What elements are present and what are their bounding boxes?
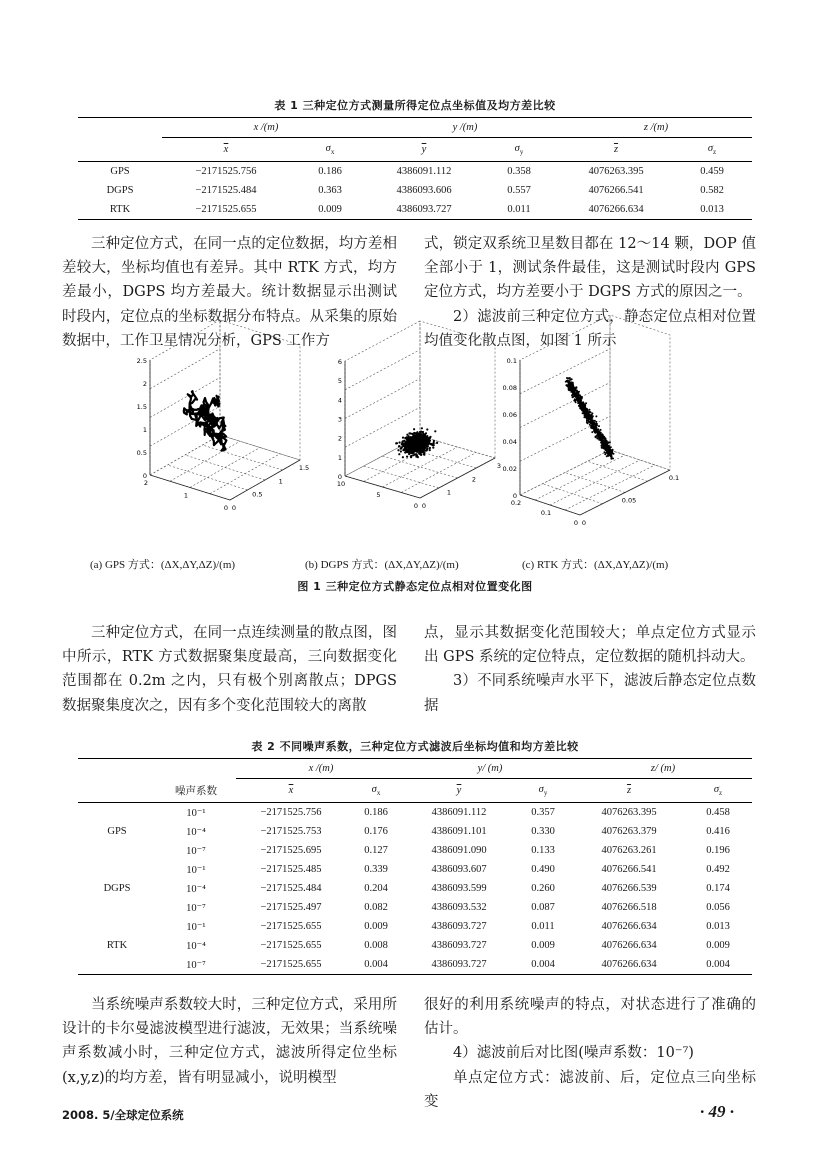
dgps-point	[423, 448, 425, 450]
rtk-point	[589, 409, 591, 411]
figure1-label-c: (c) RTK 方式：(ΔX,ΔY,ΔZ)/(m)	[522, 559, 669, 571]
z-tick-label: 2	[142, 380, 147, 388]
y-tick-label: 3	[496, 462, 502, 470]
rtk-point	[592, 415, 594, 417]
rtk-point	[576, 398, 578, 400]
table2-caption: 表 2 不同噪声系数，三种定位方式滤波后坐标均值和均方差比较	[251, 740, 579, 753]
table1-sub-y: $\overline{y}$	[421, 144, 427, 155]
dgps-point	[425, 443, 427, 445]
figure1-caption: 图 1 三种定位方式静态定位点相对位置变化图	[297, 580, 533, 593]
rtk-point	[612, 449, 614, 451]
y-tick-label: 1.5	[298, 464, 310, 472]
dgps-point	[400, 450, 402, 452]
paragraph-3-left: 当系统噪声系数较大时，三种定位方式，采用所设计的卡尔曼滤波模型进行滤波，无效果；当系统噪声系数减小时，三种定位方式，滤波所得定位坐标(x,y,z)的均方差，皆有明显减小，说明模型	[62, 997, 397, 1086]
dgps-point	[421, 427, 423, 429]
table2-row: RTK 10⁻¹ −2171525.655 0.009 4386093.727 0.011 4076266.634 0.013	[78, 917, 752, 936]
rtk-point	[583, 404, 585, 406]
dgps-point	[405, 451, 407, 453]
rtk-point	[593, 422, 595, 424]
dgps-point	[421, 441, 423, 443]
dgps-point	[399, 441, 401, 443]
rtk-point	[592, 419, 594, 421]
dgps-point	[417, 456, 419, 458]
rtk-point	[595, 415, 597, 417]
z-tick-label: 0.08	[502, 384, 517, 392]
paragraph-2-right: 点，显示其数据变化范围较大；单点定位方式显示出 GPS 系统的定位特点，定位数据的随机抖动大。 3）不同系统噪声水平下，滤波后静态定位点数据	[424, 625, 756, 714]
grid-line	[565, 465, 655, 510]
paragraph-1-right: 式，锁定双系统卫星数目都在 12～14 颗，DOP 值全部小于 1，测试条件最佳，这是测试时段内 GPS 定位方式，均方差要小于 DGPS 方式的原因之一。 2）滤波前三种定位方式，静态定位点相对位置均值变化散点图，如图 1 所示	[424, 236, 756, 349]
grid-line	[170, 441, 240, 481]
rtk-point	[568, 389, 570, 391]
table2-row: 10⁻⁴ −2171525.655 0.008 4386093.727 0.009 4076266.634 0.009	[186, 940, 730, 952]
table2-row: GPS 10⁻¹ −2171525.756 0.186 4386091.112 0.357 4076263.395 0.458	[78, 803, 752, 823]
rtk-point	[599, 437, 601, 439]
rtk-point	[572, 383, 574, 385]
rtk-point	[604, 444, 606, 446]
rtk-point	[578, 394, 580, 396]
dgps-point	[431, 443, 433, 445]
dgps-point	[402, 449, 404, 451]
dgps-point	[423, 436, 425, 438]
rtk-point	[604, 453, 606, 455]
dgps-point	[424, 439, 426, 441]
dgps-point	[414, 453, 416, 455]
z-tick-label: 0	[337, 473, 342, 481]
dgps-point	[421, 444, 423, 446]
table2-header-x: x /(m)	[236, 759, 406, 779]
table1-row: RTK −2171525.655 0.009 4386093.727 0.011 4076266.634 0.013	[78, 200, 752, 220]
table2-group-dgps: DGPS	[103, 883, 131, 894]
rtk-point	[580, 396, 582, 398]
rtk-point	[580, 404, 582, 406]
page-number: · 49 ·	[700, 1102, 734, 1121]
rtk-point	[597, 429, 599, 431]
rtk-point	[604, 437, 606, 439]
dgps-point	[408, 437, 410, 439]
dgps-point	[425, 446, 427, 448]
dgps-point	[410, 456, 412, 458]
grid-line	[520, 349, 610, 394]
table2: x /(m) y/ (m) z/ (m) 噪声系数 $\overline{x}$ $\sigma_x$ $\overline{y}$ $\sigma_y$ $\overline{z}$ $\sigma_z$ GPS 10⁻¹ −2171525.756 0.186 4386091.112 0.357 4076263.395 0.458 10⁻⁴ −2171525.753 0.176 4386091.101 0.330 4076263.379 0.416 10⁻⁷ −2171525.695 0.127 4386091.090 0.133 4076263.261 0.196 DGPS 10⁻¹ −2171525.485 0.339 4386093.607 0.490 4076266.541 0.492 10⁻⁴ −2171525.484 0.204 4386093.599 0.260 4076266.539 0.174 10⁻⁷ −2171525.497 0.082 4386093.532 0.087 4076266.518 0.056 RTK 10⁻¹ −2171525.655 0.009 4386093.727 0.011 4076266.634 0.013 10⁻⁴ −2171525.655 0.008 4386093.727 0.009 4076266.634 0.009 10⁻⁷ −2171525.655 0.004 4386093.727 0.004 4076266.634 0.004	[78, 758, 752, 975]
rtk-point	[583, 406, 585, 408]
dgps-point	[413, 428, 415, 430]
x-tick-label: 0.2	[510, 499, 522, 507]
rtk-point	[604, 451, 606, 453]
grid-line	[150, 378, 220, 418]
dgps-point	[418, 435, 420, 437]
rtk-point	[582, 412, 584, 414]
rtk-point	[605, 449, 607, 451]
x-axis	[150, 475, 230, 500]
dgps-point	[401, 447, 403, 449]
dgps-point	[406, 445, 408, 447]
rtk-point	[592, 424, 594, 426]
z-tick-label: 0.5	[136, 449, 147, 457]
table1-row: GPS −2171525.756 0.186 4386091.112 0.358 4076263.395 0.459	[110, 166, 724, 177]
dgps-point	[402, 443, 404, 445]
table2-row: 10⁻⁴ −2171525.753 0.176 4386091.101 0.330 4076263.379 0.416	[186, 826, 730, 838]
z-tick-label: 3	[337, 415, 342, 424]
rtk-point	[584, 409, 586, 411]
grid-line	[401, 453, 476, 493]
z-tick-label: 1	[142, 426, 147, 434]
dgps-point	[397, 449, 399, 451]
grid-line	[345, 379, 420, 419]
dgps-point	[428, 440, 430, 442]
table1-sub-sy: $\sigma_y$	[514, 142, 524, 157]
dgps-point	[421, 449, 423, 451]
rtk-point	[586, 412, 588, 414]
grid-line	[588, 461, 648, 481]
rtk-point	[599, 434, 601, 436]
journal-footer: 2008. 5/全球定位系统	[62, 1108, 184, 1122]
rtk-point	[596, 434, 598, 436]
table2-header-y: y/ (m)	[406, 759, 574, 779]
rtk-point	[577, 391, 579, 393]
rtk-point	[572, 394, 574, 396]
rtk-point	[610, 449, 612, 451]
grid-line	[383, 456, 458, 478]
rtk-point	[572, 390, 574, 392]
dgps-point	[413, 450, 415, 452]
dgps-point	[406, 434, 408, 436]
dgps-point	[416, 447, 418, 449]
rtk-point	[595, 436, 597, 438]
dgps-point	[411, 433, 413, 435]
rtk-point	[566, 384, 568, 386]
dgps-point	[422, 446, 424, 448]
grid-line	[203, 445, 283, 470]
table1-header-x: x /(m)	[162, 118, 370, 138]
rtk-point	[611, 455, 613, 457]
table1-caption: 表 1 三种定位方式测量所得定位点坐标值及均方差比较	[274, 99, 556, 112]
dgps-point	[423, 454, 425, 456]
rtk-point	[579, 402, 581, 404]
rtk-point	[598, 425, 600, 427]
y-tick-label: 0	[231, 504, 237, 512]
dgps-point	[422, 433, 424, 435]
table1-sub-sz: $\sigma_z$	[707, 142, 717, 157]
rtk-point	[602, 446, 604, 448]
rtk-point	[610, 446, 612, 448]
table2-row: 10⁻⁷ −2171525.497 0.082 4386093.532 0.087 4076266.518 0.056	[186, 902, 730, 914]
rtk-point	[574, 392, 576, 394]
dgps-point	[410, 452, 412, 454]
rtk-point	[601, 435, 603, 437]
rtk-point	[591, 421, 593, 423]
z-tick-label: 0	[512, 492, 517, 500]
dgps-point	[409, 442, 411, 444]
dgps-point	[402, 437, 404, 439]
table2-header-z: z/ (m)	[574, 759, 752, 779]
rtk-point	[578, 397, 580, 399]
rtk-point	[588, 421, 590, 423]
rtk-point	[571, 388, 573, 390]
table1-header-y: y /(m)	[370, 118, 560, 138]
dgps-point	[419, 453, 421, 455]
x-tick-label: 0.1	[540, 509, 552, 517]
paragraph-1-left: 三种定位方式，在同一点的定位数据，均方差相差较大，坐标均值也有差异。其中 RTK 方式，均方差最小，DGPS 均方差最大。统计数据显示出测试时段内，定位点的坐标数据分布特点。从采集的原始数据中，工作卫星情况分析，GPS 工作方	[62, 236, 397, 349]
grid-line	[520, 383, 610, 428]
dgps-point	[433, 440, 435, 442]
dgps-point	[398, 445, 400, 447]
z-tick-label: 1	[337, 453, 342, 462]
rtk-point	[587, 410, 589, 412]
dgps-point	[395, 442, 397, 444]
z-tick-label: 0	[142, 472, 147, 480]
z-tick-label: 0.04	[502, 438, 517, 446]
x-tick-label: 1	[183, 491, 189, 500]
dgps-point	[416, 451, 418, 453]
dgps-point	[402, 440, 404, 442]
rtk-point	[568, 386, 570, 388]
figure1-label-a: (a) GPS 方式：(ΔX,ΔY,ΔZ)/(m)	[90, 559, 236, 571]
table1-corner	[78, 118, 162, 138]
grid-line	[565, 473, 625, 493]
x-tick-label: 2	[143, 479, 149, 487]
y-axis	[580, 470, 670, 515]
z-tick-label: 2.5	[136, 357, 147, 365]
x-tick-label: 5	[376, 491, 381, 499]
table1	[78, 117, 752, 220]
rtk-point	[587, 422, 589, 424]
x-axis	[345, 476, 420, 498]
y-axis	[230, 460, 300, 500]
rtk-point	[581, 402, 583, 404]
dgps-point	[422, 431, 424, 433]
table2-group-rtk: RTK	[106, 940, 128, 951]
table1-header-z: z /(m)	[560, 118, 752, 138]
y-axis	[420, 458, 495, 498]
dgps-point	[419, 447, 421, 449]
y-tick-label: 1	[446, 488, 452, 497]
dgps-point	[417, 438, 419, 440]
rtk-point	[609, 441, 611, 443]
x-tick-label: 0	[413, 502, 419, 510]
dgps-point	[406, 456, 408, 458]
rtk-point	[595, 421, 597, 423]
rtk-point	[593, 428, 595, 430]
rtk-point	[612, 458, 614, 460]
dgps-point	[414, 438, 416, 440]
figure1-plots	[130, 357, 700, 538]
figure1-label-b: (b) DGPS 方式：(ΔX,ΔY,ΔZ)/(m)	[305, 559, 459, 571]
rtk-point	[607, 452, 609, 454]
rtk-point	[595, 426, 597, 428]
y-tick-label: 0.5	[252, 490, 263, 499]
dgps-point	[402, 456, 404, 458]
y-tick-label: 0.05	[621, 496, 637, 505]
rtk-point	[598, 439, 600, 441]
z-tick-label: 2	[337, 434, 342, 443]
dgps-point	[412, 446, 414, 448]
rtk-point	[574, 389, 576, 391]
table1-sub-x: $\overline{x}$	[223, 144, 229, 155]
table2-row: 10⁻⁷ −2171525.695 0.127 4386091.090 0.133 4076263.261 0.196	[186, 845, 730, 857]
table2-group-gps: GPS	[107, 826, 127, 837]
rtk-point	[602, 444, 604, 446]
y-tick-label: 0	[581, 519, 587, 527]
rtk-point	[584, 414, 586, 416]
table2-noise-header: 噪声系数	[175, 785, 217, 797]
dgps-point	[436, 442, 438, 444]
rtk-point	[596, 431, 598, 433]
z-tick-label: 4	[337, 396, 342, 405]
rtk-point	[585, 417, 587, 419]
rtk-point	[570, 378, 572, 380]
rtk-point	[576, 390, 578, 392]
rtk-point	[606, 447, 608, 449]
dgps-point	[429, 436, 431, 438]
grid-line	[150, 349, 220, 389]
dgps-point	[432, 447, 434, 449]
dgps-point	[429, 447, 431, 449]
rtk-point	[611, 453, 613, 455]
rtk-point	[575, 387, 577, 389]
rtk-point	[587, 417, 589, 419]
table2-row: DGPS 10⁻¹ −2171525.485 0.339 4386093.607 0.490 4076266.541 0.492	[78, 860, 752, 879]
y-tick-label: 0.1	[668, 474, 680, 482]
rtk-point	[567, 377, 569, 379]
dgps-point	[429, 449, 431, 451]
paragraph-2-left: 三种定位方式，在同一点连续测量的散点图，图中所示，RTK 方式数据聚集度最高，三向数据变化范围都在 0.2m 之内，只有极个别离散点；DPGS 数据聚集度次之，因有多个变化范围较大的离散	[62, 625, 397, 714]
z-tick-label: 0.06	[502, 411, 517, 419]
x-tick-label: 0	[573, 519, 579, 527]
x-tick-label: 0	[223, 504, 229, 512]
dgps-point	[398, 453, 400, 455]
x-tick-label: 10	[336, 480, 346, 488]
z-tick-label: 6	[337, 358, 342, 366]
dgps-point	[406, 436, 408, 438]
z-tick-label: 1.5	[136, 403, 147, 411]
rtk-point	[577, 400, 579, 402]
rtk-point	[591, 431, 593, 433]
table1-row: DGPS −2171525.484 0.363 4386093.606 0.557 4076266.541 0.582	[106, 185, 724, 196]
y-tick-label: 2	[471, 475, 477, 484]
z-tick-label: 0.02	[502, 465, 517, 473]
rtk-point	[580, 407, 582, 409]
dgps-point	[416, 440, 418, 442]
y-tick-label: 0	[421, 502, 427, 510]
rtk-point	[590, 425, 592, 427]
rtk-point	[574, 400, 576, 402]
dgps-point	[414, 435, 416, 437]
dgps-point	[426, 428, 428, 430]
table1-sub-z: $\overline{z}$	[613, 144, 619, 155]
dgps-point	[407, 447, 409, 449]
rtk-point	[581, 409, 583, 411]
table2-row: 10⁻⁷ −2171525.655 0.004 4386093.727 0.004 4076266.634 0.004	[78, 955, 752, 975]
grid-line	[535, 455, 625, 500]
dgps-point	[434, 430, 436, 432]
paragraph-3-right: 很好的利用系统噪声的特点，对状态进行了准确的估计。 4）滤波前后对比图(噪声系数：10⁻⁷) 单点定位方式：滤波前、后，定位点三向坐标变	[424, 997, 756, 1110]
table1-sub-sx: $\sigma_x$	[325, 142, 335, 157]
rtk-point	[575, 395, 577, 397]
table2-row: 10⁻⁴ −2171525.484 0.204 4386093.599 0.260 4076266.539 0.174	[186, 883, 730, 895]
dgps-point	[417, 445, 419, 447]
dgps-point	[405, 448, 407, 450]
floor-grid	[520, 450, 670, 515]
rtk-point	[601, 441, 603, 443]
dgps-point	[425, 449, 427, 451]
y-tick-label: 1	[278, 477, 283, 486]
z-tick-label: 0.1	[506, 357, 517, 365]
rtk-point	[590, 411, 592, 413]
rtk-point	[596, 423, 598, 425]
rtk-point	[569, 383, 571, 385]
dgps-point	[406, 441, 408, 443]
grid-line	[185, 455, 265, 480]
rtk-point	[601, 433, 603, 435]
rtk-point	[591, 417, 593, 419]
rtk-point	[565, 381, 567, 383]
grid-line	[345, 350, 420, 390]
rtk-point	[601, 439, 603, 441]
z-tick-label: 5	[337, 377, 342, 386]
